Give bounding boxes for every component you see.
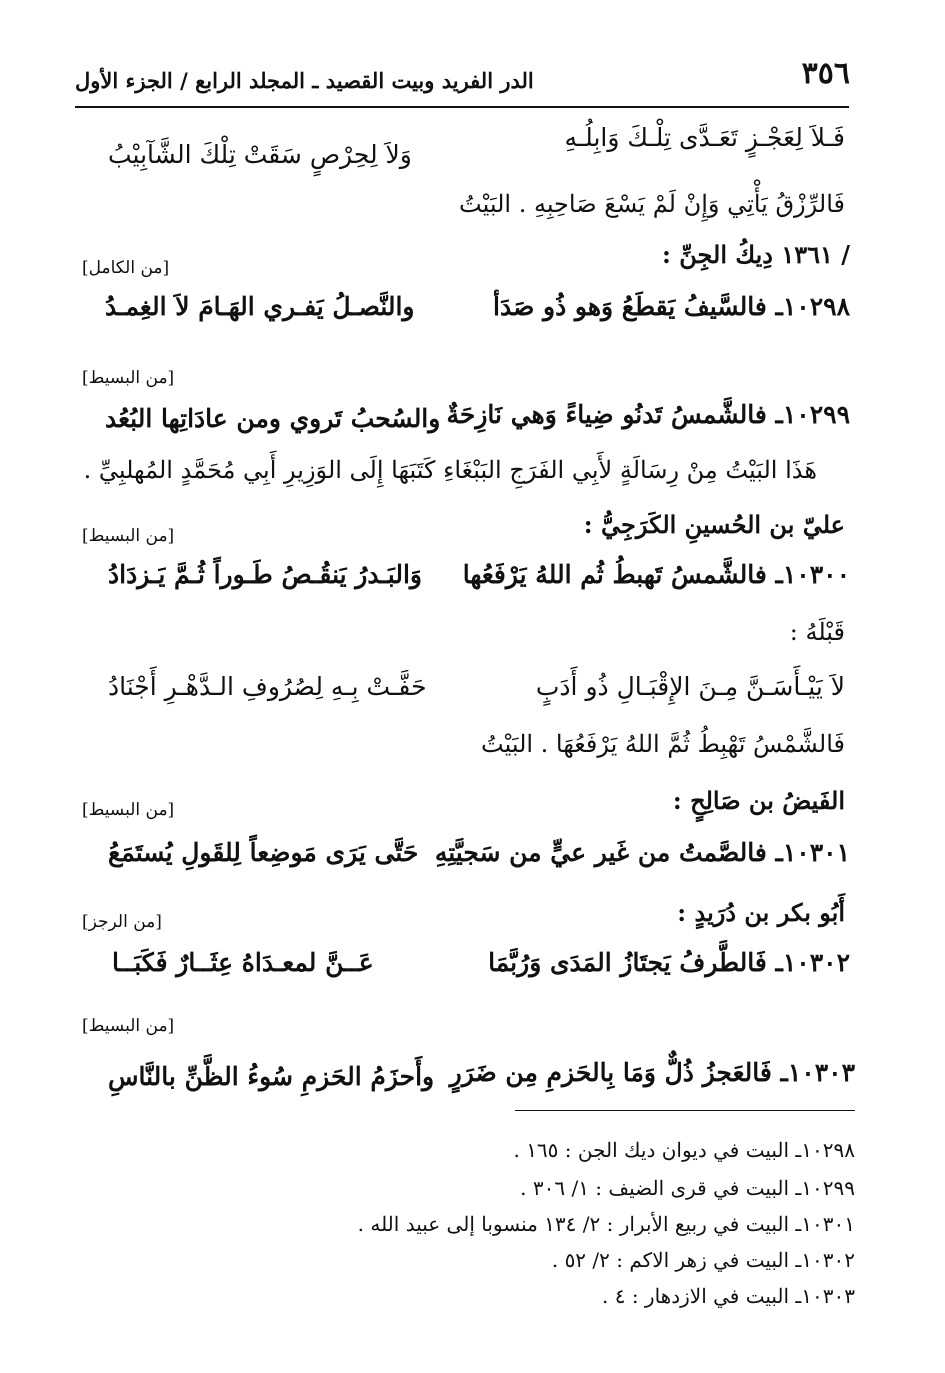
meter-label-5: [من الرجز] (82, 912, 162, 932)
verse-0-second-hemistich: وَلاَ لِحِرْصٍ سَقَتْ تِلْكَ الشَّآبِيْبُ (108, 140, 412, 169)
meter-label-3: [من البسيط] (82, 526, 175, 546)
verse-10300-second: وَالبَـدرُ يَنقُـصُ طَـوراً ثُـمَّ يَـزدَادُ (108, 560, 422, 589)
verse-10302-first: ١٠٣٠٢ـ فَالطَّرفُ يَجتَازُ المَدَى وَرُبَّمَا (488, 948, 850, 977)
poet-durayd: أَبُو بكر بن دُرَيدٍ : (677, 898, 845, 927)
verse-before-second: حَفَّـتْ بِـهِ لِصُرُوفِ الـدَّهْـرِ أَجْنَادُ (108, 672, 427, 701)
running-title: الدر الفريد وبيت القصيد ـ المجلد الرابع / الجزء الأول (75, 68, 534, 93)
meter-label-1: [من الكامل] (82, 258, 170, 278)
verse-before-first: لاَ يَيْـأَسَـنَّ مِـنَ الإِقْبَـالِ ذُو أَدَبٍ (535, 672, 845, 701)
verse-10303-first: ١٠٣٠٣ـ فَالعَجزُ ذُلٌّ وَمَا بِالحَزمِ مِن ضَرَرٍ (449, 1058, 855, 1087)
footnote-10298: ١٠٢٩٨ـ البيت في ديوان ديك الجن : ١٦٥ . (513, 1138, 855, 1162)
verse-10298-first: ١٠٢٩٨ـ فالسَّيفُ يَقطَعُ وَهو ذُو صَدَأ (493, 292, 850, 321)
prose-line-shams: فَالشَّمْسُ تَهْبِطُ ثُمَّ اللهُ يَرْفَعُهَا . البَيْتُ (481, 730, 845, 758)
poet-karaji: عليّ بن الحُسينِ الكَرَجِيُّ : (583, 510, 845, 539)
footnote-rule (515, 1110, 855, 1111)
verse-10301-first: ١٠٣٠١ـ فالصَّمتُ من غَير عيٍّ من سَجيَّتِهِ (434, 838, 850, 867)
section-heading-1361: / ١٣٦١ دِيكُ الجِنِّ : (662, 240, 850, 269)
verse-0-first-hemistich: فَـلاَ لِعَجْـزٍ تَعَـدَّى تِلْـكَ وَابِلُـهِ (564, 123, 845, 152)
verse-10298-second: والنَّصـلُ يَفـري الهَـامَ لاَ الغِمـدُ (105, 292, 415, 321)
footnote-10302: ١٠٣٠٢ـ البيت في زهر الاكم : ٢/ ٥٢ . (551, 1248, 855, 1272)
poet-fayd: الفَيضُ بن صَالِحٍ : (672, 786, 845, 815)
verse-10299-second: والسُحبُ تَروي ومن عادَاتِها البُعُد (105, 404, 441, 433)
prose-line-1: فَالرِّزْقُ يَأْتِي وَإِنْ لَمْ يَسْعَ صَاحِبِهِ . البَيْتُ (459, 190, 845, 218)
footnote-10303: ١٠٣٠٣ـ البيت في الازدهار : ٤ . (602, 1284, 855, 1308)
meter-label-4: [من البسيط] (82, 800, 175, 820)
footnote-10301: ١٠٣٠١ـ البيت في ربيع الأبرار : ٢/ ١٣٤ منسوبا إلى عبيد الله . (357, 1212, 855, 1236)
verse-10303-second: وأَحزَمُ الحَزمِ سُوءُ الظَّنِّ بالنَّاسِ (108, 1062, 435, 1091)
footnote-10299: ١٠٢٩٩ـ البيت في قرى الضيف : ١/ ٣٠٦ . (520, 1176, 855, 1200)
note-10299: هَذَا البَيْتُ مِنْ رِسَالَةٍ لأَبِي الفَرَجِ البَبْغَاءِ كَتَبَهَا إِلَى الوَزِيرِ أَبِي مُحَمَّدٍ المُهلبِيِّ . (83, 456, 817, 484)
verse-10302-second: عَــنَّ لمعـدَاهُ عِثَــارٌ فَكَبَــا (112, 948, 374, 977)
verse-10300-first: ١٠٣٠٠ـ فالشَّمسُ تَهبطُ ثُم اللهُ يَرْفَعُها (462, 560, 850, 589)
meter-label-2: [من البسيط] (82, 368, 175, 388)
header-rule (75, 106, 849, 108)
verse-10299-first: ١٠٢٩٩ـ فالشَّمسُ تَدنُو ضِياءً وَهي نَازِحَةٌ (446, 400, 850, 429)
verse-10301-second: حَتَّى يَرَى مَوضِعاً لِلقَولِ يُستَمَعُ (108, 838, 419, 867)
meter-label-6: [من البسيط] (82, 1016, 175, 1036)
qablahu-label: قَبْلَهُ : (789, 618, 845, 646)
page-number: ٣٥٦ (801, 56, 850, 91)
